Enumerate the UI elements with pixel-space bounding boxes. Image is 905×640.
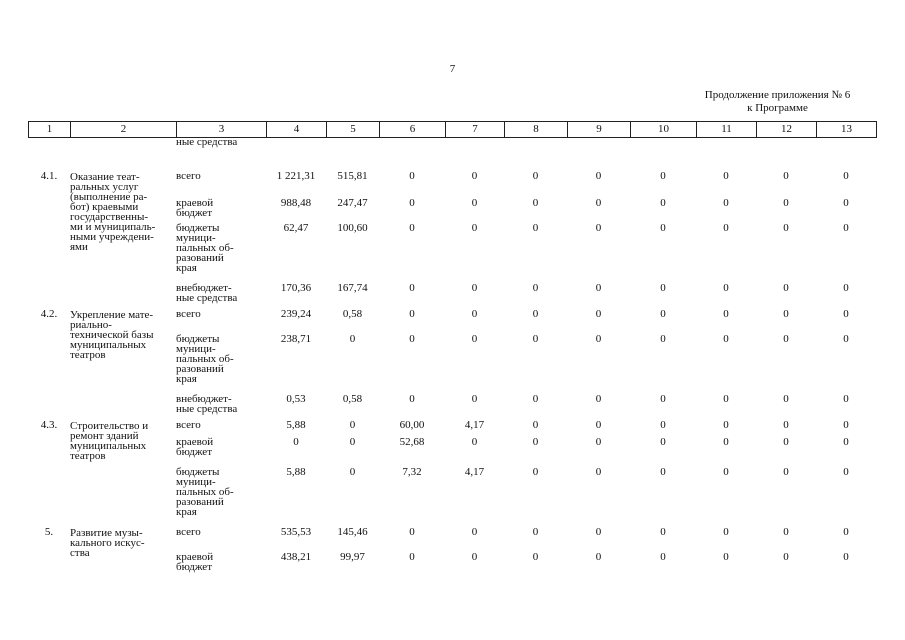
- activity-name-line: ремонт зданий: [70, 430, 139, 442]
- funding-source-line: ные средства: [176, 136, 238, 148]
- value-cell: 0: [532, 308, 539, 320]
- funding-source-line: краевой: [176, 436, 214, 448]
- funding-source: [176, 137, 266, 171]
- funding-source-line: разований: [176, 496, 224, 508]
- value-cell: 0: [843, 333, 849, 345]
- value-cell: 0: [349, 436, 356, 448]
- funding-source: [176, 283, 266, 309]
- activity-name: [70, 527, 176, 574]
- value-cell: 0: [471, 282, 478, 294]
- activity-name-line: технической базы: [70, 329, 154, 341]
- activity-name-line: риально-: [70, 319, 112, 331]
- funding-source-line: бюджеты: [176, 222, 220, 234]
- value-cell: [567, 137, 630, 171]
- value-cell: 60,00: [399, 419, 425, 431]
- value-cell: 0,58: [342, 393, 363, 405]
- table-row: [28, 420, 876, 437]
- continuation-line-2: к Программе: [747, 102, 808, 114]
- value-cell: 0: [723, 466, 729, 478]
- value-cell: 0,53: [286, 393, 306, 405]
- value-cell: 0: [723, 419, 729, 431]
- col-header-7: 7: [446, 122, 505, 138]
- activity-name-line: ями: [70, 241, 88, 253]
- value-cell: 0: [471, 436, 478, 448]
- value-cell: 0: [293, 436, 299, 448]
- value-cell: 0: [660, 526, 666, 538]
- col-header-13: 13: [817, 122, 877, 138]
- value-cell: 0: [595, 393, 602, 405]
- page-number: 7: [449, 63, 456, 75]
- activity-name-line: муниципальных: [70, 440, 147, 452]
- activity-name-line: Развитие музы-: [70, 527, 143, 539]
- value-cell: 0: [471, 551, 478, 563]
- value-cell: 0: [409, 551, 415, 563]
- value-cell: 0: [843, 282, 849, 294]
- value-cell: 438,21: [280, 551, 312, 563]
- value-cell: 0: [471, 526, 478, 538]
- value-cell: 0: [660, 551, 666, 563]
- value-cell: 0: [595, 197, 602, 209]
- value-cell: 0: [595, 526, 602, 538]
- value-cell: 0: [532, 436, 539, 448]
- row-number: 4.1.: [40, 170, 58, 182]
- value-cell: 4,17: [464, 466, 485, 478]
- funding-source: [176, 394, 266, 420]
- funding-source: [176, 309, 266, 334]
- value-cell: 0,58: [342, 308, 363, 320]
- value-cell: 0: [532, 393, 539, 405]
- value-cell: 0: [723, 308, 729, 320]
- funding-source: [176, 467, 266, 527]
- col-header-2: 2: [71, 122, 177, 138]
- value-cell: 0: [660, 333, 666, 345]
- funding-source-line: пальных об-: [176, 242, 234, 254]
- funding-source: [176, 527, 266, 552]
- activity-name-line: государственны-: [70, 211, 149, 223]
- value-cell: 0: [843, 526, 849, 538]
- funding-source-line: всего: [176, 419, 201, 431]
- value-cell: [756, 137, 816, 171]
- value-cell: 0: [843, 197, 849, 209]
- value-cell: 0: [660, 197, 666, 209]
- funding-source-line: пальных об-: [176, 353, 234, 365]
- activity-name-line: бот) краевыми: [70, 201, 139, 213]
- value-cell: 170,36: [280, 282, 312, 294]
- table-row: [28, 527, 876, 552]
- value-cell: 0: [471, 170, 478, 182]
- funding-source-line: всего: [176, 526, 201, 538]
- value-cell: 5,88: [286, 419, 306, 431]
- value-cell: 100,60: [337, 222, 368, 234]
- value-cell: 0: [843, 393, 849, 405]
- funding-source-line: ные средства: [176, 292, 238, 304]
- row-number: 4.2.: [40, 308, 58, 320]
- value-cell: 0: [660, 393, 666, 405]
- funding-source: [176, 171, 266, 198]
- value-cell: 0: [783, 282, 789, 294]
- value-cell: [326, 137, 379, 171]
- activity-name-line: ральных услуг: [70, 181, 139, 193]
- funding-source-line: бюджет: [176, 207, 212, 219]
- value-cell: 0: [783, 170, 789, 182]
- continuation-line-1: Продолжение приложения № 6: [704, 89, 851, 101]
- col-header-11: 11: [697, 122, 757, 138]
- col-header-9: 9: [568, 122, 631, 138]
- value-cell: 0: [409, 222, 415, 234]
- activity-name-line: Строительство и: [70, 420, 149, 432]
- value-cell: 0: [409, 333, 415, 345]
- value-cell: [696, 137, 756, 171]
- funding-source: [176, 420, 266, 437]
- value-cell: 0: [843, 222, 849, 234]
- funding-source-line: бюджеты: [176, 466, 220, 478]
- activity-name-line: ными учреждени-: [70, 231, 154, 243]
- value-cell: 0: [783, 526, 789, 538]
- activity-name: [70, 137, 176, 171]
- value-cell: 145,46: [337, 526, 368, 538]
- funding-source-line: всего: [176, 308, 201, 320]
- funding-source-line: разований: [176, 252, 224, 264]
- value-cell: 0: [660, 308, 666, 320]
- row-number: 4.3.: [40, 419, 58, 431]
- value-cell: 99,97: [340, 551, 365, 563]
- value-cell: 0: [471, 393, 478, 405]
- funding-source-line: внебюджет-: [176, 282, 232, 294]
- value-cell: 0: [532, 222, 539, 234]
- funding-source: [176, 223, 266, 283]
- activity-name-line: ства: [70, 547, 90, 559]
- value-cell: 0: [532, 282, 539, 294]
- value-cell: 535,53: [280, 526, 312, 538]
- value-cell: 0: [660, 282, 666, 294]
- table-row: [28, 309, 876, 334]
- value-cell: 7,32: [402, 466, 422, 478]
- value-cell: 0: [843, 551, 849, 563]
- value-cell: 0: [783, 222, 789, 234]
- value-cell: 0: [783, 466, 789, 478]
- value-cell: 0: [723, 551, 729, 563]
- value-cell: [266, 137, 326, 171]
- value-cell: 0: [471, 222, 478, 234]
- value-cell: 0: [595, 308, 602, 320]
- value-cell: 167,74: [337, 282, 368, 294]
- value-cell: 62,47: [283, 222, 309, 234]
- value-cell: 4,17: [464, 419, 485, 431]
- value-cell: 0: [349, 419, 356, 431]
- value-cell: 988,48: [280, 197, 312, 209]
- value-cell: 0: [409, 170, 415, 182]
- funding-source-line: внебюджет-: [176, 393, 232, 405]
- value-cell: 0: [532, 419, 539, 431]
- value-cell: 0: [532, 526, 539, 538]
- activity-name-line: Укрепление мате-: [70, 309, 154, 321]
- value-cell: 0: [783, 393, 789, 405]
- value-cell: 0: [349, 333, 356, 345]
- program-funding-table: [28, 137, 876, 574]
- value-cell: [379, 137, 445, 171]
- value-cell: 515,81: [337, 170, 368, 182]
- funding-source: [176, 334, 266, 394]
- value-cell: 52,68: [399, 436, 425, 448]
- value-cell: 0: [783, 333, 789, 345]
- value-cell: 0: [723, 222, 729, 234]
- value-cell: 0: [723, 197, 729, 209]
- value-cell: [816, 137, 876, 171]
- row-number: 5.: [44, 526, 54, 538]
- value-cell: 247,47: [337, 197, 368, 209]
- value-cell: 0: [723, 436, 729, 448]
- funding-source: [176, 552, 266, 574]
- value-cell: 0: [660, 466, 666, 478]
- value-cell: 0: [843, 308, 849, 320]
- value-cell: 0: [595, 436, 602, 448]
- funding-source-line: муници-: [176, 476, 216, 488]
- value-cell: 0: [409, 197, 415, 209]
- column-number-header: [28, 121, 877, 138]
- funding-source: [176, 437, 266, 467]
- value-cell: 238,71: [280, 333, 312, 345]
- value-cell: 0: [532, 551, 539, 563]
- value-cell: 0: [660, 222, 666, 234]
- col-header-10: 10: [631, 122, 697, 138]
- value-cell: 1 221,31: [276, 170, 316, 182]
- funding-source-line: разований: [176, 363, 224, 375]
- col-header-4: 4: [267, 122, 327, 138]
- value-cell: 0: [409, 282, 415, 294]
- funding-source-line: бюджет: [176, 561, 212, 573]
- activity-name-line: муниципальных: [70, 339, 147, 351]
- value-cell: 0: [532, 466, 539, 478]
- col-header-3: 3: [177, 122, 267, 138]
- activity-name: [70, 171, 176, 309]
- value-cell: 239,24: [280, 308, 312, 320]
- value-cell: 0: [595, 551, 602, 563]
- value-cell: 0: [723, 333, 729, 345]
- activity-name-line: кального искус-: [70, 537, 145, 549]
- funding-source-line: края: [176, 373, 197, 385]
- col-header-8: 8: [505, 122, 568, 138]
- value-cell: 0: [723, 393, 729, 405]
- value-cell: 0: [723, 526, 729, 538]
- value-cell: 0: [783, 419, 789, 431]
- carryover-row: [28, 137, 876, 171]
- value-cell: 5,88: [286, 466, 306, 478]
- funding-source-line: муници-: [176, 343, 216, 355]
- value-cell: 0: [595, 466, 602, 478]
- activity-name-line: (выполнение ра-: [70, 191, 148, 203]
- activity-name-line: театров: [70, 349, 106, 361]
- continuation-note: [690, 89, 865, 115]
- activity-name: [70, 309, 176, 420]
- funding-source-line: муници-: [176, 232, 216, 244]
- value-cell: 0: [783, 551, 789, 563]
- value-cell: 0: [843, 170, 849, 182]
- funding-source-line: края: [176, 506, 197, 518]
- row-number: [28, 137, 70, 171]
- funding-source-line: краевой: [176, 197, 214, 209]
- col-header-12: 12: [757, 122, 817, 138]
- value-cell: 0: [595, 419, 602, 431]
- activity-name-line: театров: [70, 450, 106, 462]
- value-cell: 0: [349, 466, 356, 478]
- value-cell: 0: [660, 419, 666, 431]
- funding-source-line: края: [176, 262, 197, 274]
- value-cell: [630, 137, 696, 171]
- value-cell: 0: [660, 170, 666, 182]
- value-cell: 0: [471, 197, 478, 209]
- table-row: [28, 171, 876, 198]
- value-cell: 0: [783, 308, 789, 320]
- value-cell: 0: [843, 419, 849, 431]
- value-cell: 0: [532, 170, 539, 182]
- value-cell: 0: [409, 308, 415, 320]
- value-cell: 0: [843, 436, 849, 448]
- value-cell: 0: [595, 222, 602, 234]
- col-header-6: 6: [380, 122, 446, 138]
- funding-source-line: ные средства: [176, 403, 238, 415]
- value-cell: 0: [471, 308, 478, 320]
- activity-name: [70, 420, 176, 527]
- value-cell: 0: [532, 197, 539, 209]
- funding-source-line: краевой: [176, 551, 214, 563]
- value-cell: [445, 137, 504, 171]
- value-cell: 0: [723, 282, 729, 294]
- value-cell: 0: [409, 526, 415, 538]
- funding-source-line: пальных об-: [176, 486, 234, 498]
- value-cell: 0: [595, 282, 602, 294]
- value-cell: 0: [783, 197, 789, 209]
- col-header-1: 1: [29, 122, 71, 138]
- value-cell: 0: [471, 333, 478, 345]
- value-cell: 0: [532, 333, 539, 345]
- funding-source-line: бюджет: [176, 446, 212, 458]
- value-cell: [504, 137, 567, 171]
- value-cell: 0: [409, 393, 415, 405]
- value-cell: 0: [843, 466, 849, 478]
- funding-source-line: бюджеты: [176, 333, 220, 345]
- value-cell: 0: [783, 436, 789, 448]
- activity-name-line: Оказание теат-: [70, 171, 140, 183]
- value-cell: 0: [595, 333, 602, 345]
- value-cell: 0: [660, 436, 666, 448]
- col-header-5: 5: [327, 122, 380, 138]
- activity-name-line: ми и муниципаль-: [70, 221, 156, 233]
- value-cell: 0: [723, 170, 729, 182]
- value-cell: 0: [595, 170, 602, 182]
- funding-source: [176, 198, 266, 223]
- funding-source-line: всего: [176, 170, 201, 182]
